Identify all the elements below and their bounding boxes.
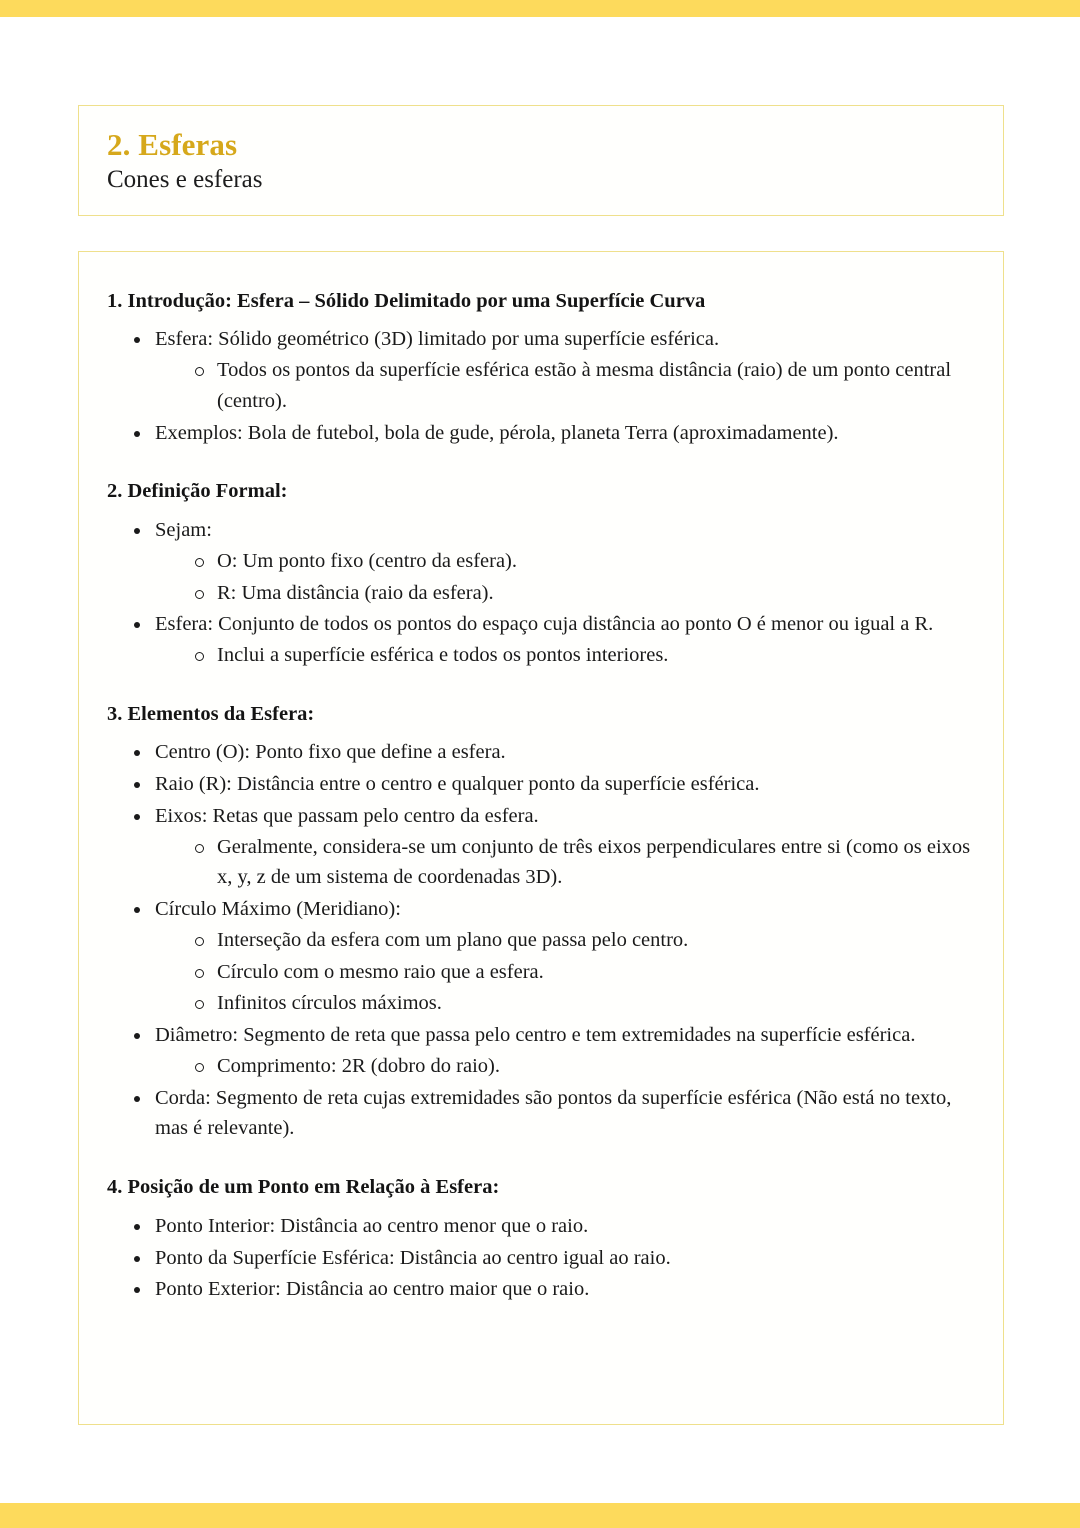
sub-bullet-list	[155, 355, 975, 417]
sub-bullet-list	[155, 640, 975, 671]
content-section	[107, 693, 975, 1144]
list-item-text: Ponto da Superfície Esférica: Distância ao centro igual ao raio.	[155, 1246, 671, 1269]
bullet-list	[107, 324, 975, 448]
sub-list-item	[191, 640, 975, 671]
page-column	[78, 0, 1004, 1425]
bottom-accent-bar	[0, 1503, 1080, 1528]
list-item	[129, 515, 975, 608]
section-heading: 1. Introdução: Esfera – Sólido Delimitado por uma Superfície Curva	[107, 289, 706, 312]
sub-list-item-text: R: Uma distância (raio da esfera).	[217, 581, 494, 604]
sub-bullet-list	[155, 832, 975, 894]
list-item-text: Esfera: Conjunto de todos os pontos do espaço cuja distância ao ponto O é menor ou igual a R.	[155, 613, 934, 636]
page-title: 2. Esferas	[107, 127, 238, 162]
list-item	[129, 1020, 975, 1082]
list-item	[129, 609, 975, 671]
bullet-list	[107, 1211, 975, 1305]
list-item	[129, 418, 975, 449]
sub-list-item-text: Interseção da esfera com um plano que passa pelo centro.	[217, 928, 689, 951]
bullet-list	[107, 737, 975, 1144]
section-heading: 3. Elementos da Esfera:	[107, 702, 315, 725]
sub-bullet-list	[155, 546, 975, 609]
content-section	[107, 288, 975, 449]
list-item	[129, 801, 975, 893]
sub-list-item	[191, 925, 975, 956]
list-item	[129, 894, 975, 1019]
sub-list-item	[191, 355, 975, 417]
list-item-text: Corda: Segmento de reta cujas extremidades são pontos da superfície esférica (Não está no texto, mas é relevante).	[155, 1086, 952, 1140]
list-item	[129, 1211, 975, 1242]
sections-container	[107, 288, 975, 1305]
sub-list-item-text: Todos os pontos da superfície esférica estão à mesma distância (raio) de um ponto central (centro).	[217, 359, 952, 412]
sub-list-item-text: O: Um ponto fixo (centro da esfera).	[217, 549, 517, 572]
list-item-text: Esfera: Sólido geométrico (3D) limitado por uma superfície esférica.	[155, 328, 720, 351]
list-item	[129, 769, 975, 800]
list-item-text: Centro (O): Ponto fixo que define a esfera.	[155, 741, 506, 764]
sub-list-item-text: Inclui a superfície esférica e todos os pontos interiores.	[217, 644, 669, 666]
list-item-text: Ponto Exterior: Distância ao centro maior que o raio.	[155, 1278, 590, 1301]
list-item-text: Ponto Interior: Distância ao centro menor que o raio.	[155, 1214, 589, 1237]
sub-list-item	[191, 957, 975, 988]
sub-list-item	[191, 988, 975, 1019]
list-item-text: Diâmetro: Segmento de reta que passa pelo centro e tem extremidades na superfície esférica.	[155, 1024, 916, 1047]
sub-list-item-text: Círculo com o mesmo raio que a esfera.	[217, 960, 544, 983]
sub-list-item	[191, 546, 975, 577]
list-item	[129, 1243, 975, 1274]
sub-list-item-text: Comprimento: 2R (dobro do raio).	[217, 1054, 500, 1077]
sub-bullet-list	[155, 925, 975, 1019]
list-item	[129, 1274, 975, 1305]
section-heading: 2. Definição Formal:	[107, 480, 288, 503]
list-item-text: Raio (R): Distância entre o centro e qualquer ponto da superfície esférica.	[155, 773, 760, 796]
sub-list-item	[191, 578, 975, 609]
list-item-text: Sejam:	[155, 519, 212, 541]
bullet-list	[107, 515, 975, 671]
sub-list-item-text: Infinitos círculos máximos.	[217, 992, 442, 1015]
list-item	[129, 737, 975, 768]
list-item	[129, 324, 975, 416]
sub-list-item	[191, 832, 975, 894]
document-content-card	[78, 251, 1004, 1425]
list-item-text: Eixos: Retas que passam pelo centro da esfera.	[155, 804, 539, 827]
page-subtitle: Cones e esferas	[107, 165, 263, 193]
sub-list-item-text: Geralmente, considera-se um conjunto de três eixos perpendiculares entre si (como os eixos x, y, z de um sistema de coordenadas 3D).	[217, 835, 971, 889]
list-item-text: Círculo Máximo (Meridiano):	[155, 898, 401, 921]
content-section	[107, 470, 975, 670]
section-heading: 4. Posição de um Ponto em Relação à Esfera:	[107, 1176, 500, 1199]
list-item	[129, 1083, 975, 1145]
sub-bullet-list	[155, 1051, 975, 1082]
list-item-text: Exemplos: Bola de futebol, bola de gude, pérola, planeta Terra (aproximadamente).	[155, 421, 839, 444]
content-section	[107, 1166, 975, 1305]
document-header-card	[78, 105, 1004, 216]
sub-list-item	[191, 1051, 975, 1082]
